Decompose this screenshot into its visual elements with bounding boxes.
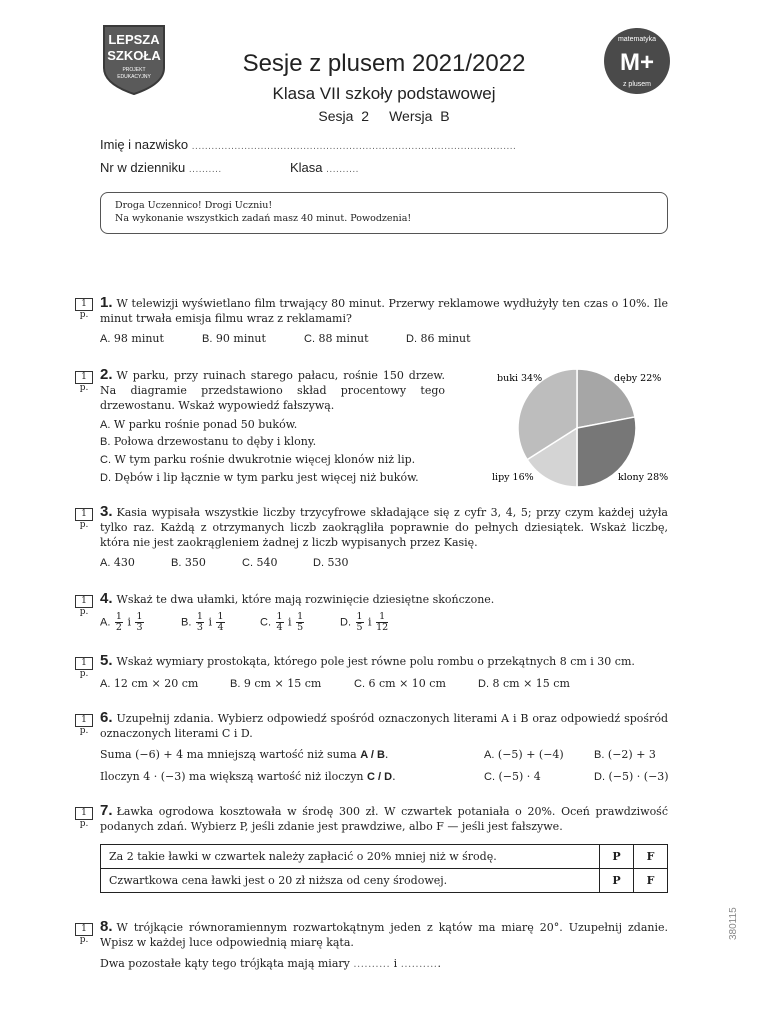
answer-gap-1[interactable]: .......... <box>353 959 391 970</box>
true-choice[interactable]: P <box>600 845 634 869</box>
option-a[interactable]: A. $\frac{1}{2}$ i $\frac{1}{3}$ <box>100 611 143 633</box>
task-text: W trójkącie równoramiennym rozwartokątnym jeden z kątów ma miarę 20°. Uzupełnij zdanie. Wpisz w każdej luce odpowiednią miarę kąta. <box>100 921 668 949</box>
statement-cell: Czwartkowa cena ławki jest o 20 zł niższa od ceny środowej. <box>101 869 600 893</box>
task-number: 5. <box>100 652 113 669</box>
points-badge: 1 p. <box>75 371 93 384</box>
task-1 <box>100 295 668 326</box>
option-b[interactable]: B. $\frac{1}{3}$ i $\frac{1}{4}$ <box>181 611 224 633</box>
page-title: Sesje z plusem 2021/2022 <box>242 50 526 77</box>
choice-a-b[interactable]: A / B <box>360 749 385 761</box>
task-text: Ławka ogrodowa kosztowała w środę 300 zł. W czwartek potaniała o 20%. Oceń prawdziwość podanych zdań. Wybierz P, jeśli zdanie jest prawdziwe, albo F — jeśli jest fałszywe. <box>100 805 668 833</box>
task-number: 3. <box>100 503 113 520</box>
svg-text:LEPSZA: LEPSZA <box>108 32 160 47</box>
true-false-table <box>100 844 668 893</box>
option-d[interactable]: D. 86 minut <box>406 332 471 345</box>
option-c[interactable]: C. W tym parku rośnie dwukrotnie więcej klonów niż lip. <box>100 453 416 466</box>
task-number: 2. <box>100 366 113 383</box>
points-badge: 1 p. <box>75 923 93 936</box>
svg-text:SZKOŁA: SZKOŁA <box>107 48 161 63</box>
svg-text:PROJEKT: PROJEKT <box>122 67 146 73</box>
pie-label-deby: dęby 22% <box>614 373 662 384</box>
task-number: 1. <box>100 294 113 311</box>
fill-sentence: Dwa pozostałe kąty tego trójkąta mają miary .......... i ........... <box>100 957 441 970</box>
name-dots: ................................................................................................... <box>191 141 517 152</box>
task-text: W parku, przy ruinach starego pałacu, rośnie 150 drzew. Na diagramie przedstawiono skład procentowy tego drzewostanu. Wskaż wypowiedź fałszywą. <box>100 369 445 412</box>
tree-pie-chart <box>488 366 673 490</box>
option-a[interactable]: A. W parku rośnie ponad 50 buków. <box>100 418 298 431</box>
task-text: Wskaż wymiary prostokąta, którego pole jest równe polu rombu o przekątnych 8 cm i 30 cm. <box>116 655 635 668</box>
points-badge: 1 p. <box>75 807 93 820</box>
name-field[interactable] <box>100 137 516 152</box>
class-field[interactable] <box>290 160 359 175</box>
task-text: Uzupełnij zdania. Wybierz odpowiedź spośród oznaczonych literami A i B oraz odpowiedź spośród oznaczonych literami C i D. <box>100 712 668 740</box>
task-2 <box>100 367 445 413</box>
option-a[interactable]: A. 430 <box>100 556 135 569</box>
task-8 <box>100 919 668 950</box>
number-label: Nr w dzienniku <box>100 160 186 175</box>
option-a[interactable]: A. 98 minut <box>100 332 164 345</box>
svg-text:M+: M+ <box>619 49 655 76</box>
option-b[interactable]: B. (−2) + 3 <box>594 748 656 761</box>
number-dots: .......... <box>188 164 222 175</box>
task-7 <box>100 803 668 834</box>
points-badge: 1 p. <box>75 508 93 521</box>
option-d[interactable]: D. Dębów i lip łącznie w tym parku jest więcej niż buków. <box>100 471 419 484</box>
svg-text:z plusem: z plusem <box>622 81 652 88</box>
option-c[interactable]: C. 6 cm × 10 cm <box>354 677 446 690</box>
choice-c-d[interactable]: C / D <box>367 771 393 783</box>
option-c[interactable]: C. 540 <box>242 556 278 569</box>
task-number: 7. <box>100 802 113 819</box>
session-label: Sesja 2 <box>318 108 370 124</box>
option-b[interactable]: B. Połowa drzewostanu to dęby i klony. <box>100 435 317 448</box>
class-dots: .......... <box>326 164 359 175</box>
pie-label-buki: buki 34% <box>497 373 543 384</box>
page-subtitle: Klasa VII szkoły podstawowej <box>272 84 496 103</box>
option-d[interactable]: D. 8 cm × 15 cm <box>478 677 570 690</box>
points-badge: 1 p. <box>75 298 93 311</box>
option-a[interactable]: A. (−5) + (−4) <box>484 748 564 761</box>
version-label: Wersja B <box>389 108 450 124</box>
points-badge: 1 p. <box>75 714 93 727</box>
true-choice[interactable]: P <box>600 869 634 893</box>
false-choice[interactable]: F <box>634 845 668 869</box>
option-b[interactable]: B. 350 <box>171 556 206 569</box>
false-choice[interactable]: F <box>634 869 668 893</box>
sentence-1: Suma (−6) + 4 ma mniejszą wartość niż suma A / B. <box>100 748 389 761</box>
document-code: 380115 <box>728 907 739 940</box>
task-text: Kasia wypisała wszystkie liczby trzycyfrowe składające się z cyfr 3, 4, 5; przy czym każdej użyła tylko raz. Każdą z otrzymanych liczb zaokrągliła poprawnie do pełnych dziesiątek. Wskaż liczbę, która nie jest zaokrągleniem żadnej z liczb wypisanych przez Kasię. <box>100 506 668 549</box>
option-c[interactable]: C. 88 minut <box>304 332 369 345</box>
points-badge: 1 p. <box>75 657 93 670</box>
session-info <box>0 108 768 124</box>
name-label: Imię i nazwisko <box>100 137 189 152</box>
task-5 <box>100 653 668 669</box>
task-number: 8. <box>100 918 113 935</box>
instructions-box <box>100 192 668 234</box>
option-d[interactable]: D. $\frac{1}{5}$ i $\frac{1}{12}$ <box>340 611 389 633</box>
pie-label-lipy: lipy 16% <box>492 472 534 483</box>
option-a[interactable]: A. 12 cm × 20 cm <box>100 677 199 690</box>
task-text: W telewizji wyświetlano film trwający 80 minut. Przerwy reklamowe wydłużyły ten czas o 10%. Ile minut trwała emisja filmu wraz z reklamami? <box>100 297 668 325</box>
task-number: 6. <box>100 709 113 726</box>
task-6 <box>100 710 668 741</box>
task-text: Wskaż te dwa ułamki, które mają rozwinięcie dziesiętne skończone. <box>116 593 495 606</box>
answer-gap-2[interactable]: .......... <box>400 959 438 970</box>
option-c[interactable]: C. (−5) · 4 <box>484 770 541 783</box>
task-3 <box>100 504 668 550</box>
sentence-2: Iloczyn 4 · (−3) ma większą wartość niż iloczyn C / D. <box>100 770 396 783</box>
option-c[interactable]: C. $\frac{1}{4}$ i $\frac{1}{5}$ <box>260 611 304 633</box>
pie-label-klony: klony 28% <box>618 472 669 483</box>
notice-line-2: Na wykonanie wszystkich zadań masz 40 minut. Powodzenia! <box>115 213 412 224</box>
option-d[interactable]: D. 530 <box>313 556 349 569</box>
task-number: 4. <box>100 590 113 607</box>
number-field[interactable] <box>100 160 222 175</box>
option-b[interactable]: B. 90 minut <box>202 332 266 345</box>
points-badge: 1 p. <box>75 595 93 608</box>
svg-text:matematyka: matematyka <box>617 36 657 43</box>
task-4 <box>100 591 668 607</box>
table-row <box>101 845 668 869</box>
notice-line-1: Droga Uczennico! Drogi Uczniu! <box>115 200 273 211</box>
table-row <box>101 869 668 893</box>
class-label: Klasa <box>290 160 323 175</box>
svg-text:EDUKACYJNY: EDUKACYJNY <box>117 74 151 80</box>
option-d[interactable]: D. (−5) · (−3) <box>594 770 669 783</box>
statement-cell: Za 2 takie ławki w czwartek należy zapłacić o 20% mniej niż w środę. <box>101 845 600 869</box>
option-b[interactable]: B. 9 cm × 15 cm <box>230 677 322 690</box>
